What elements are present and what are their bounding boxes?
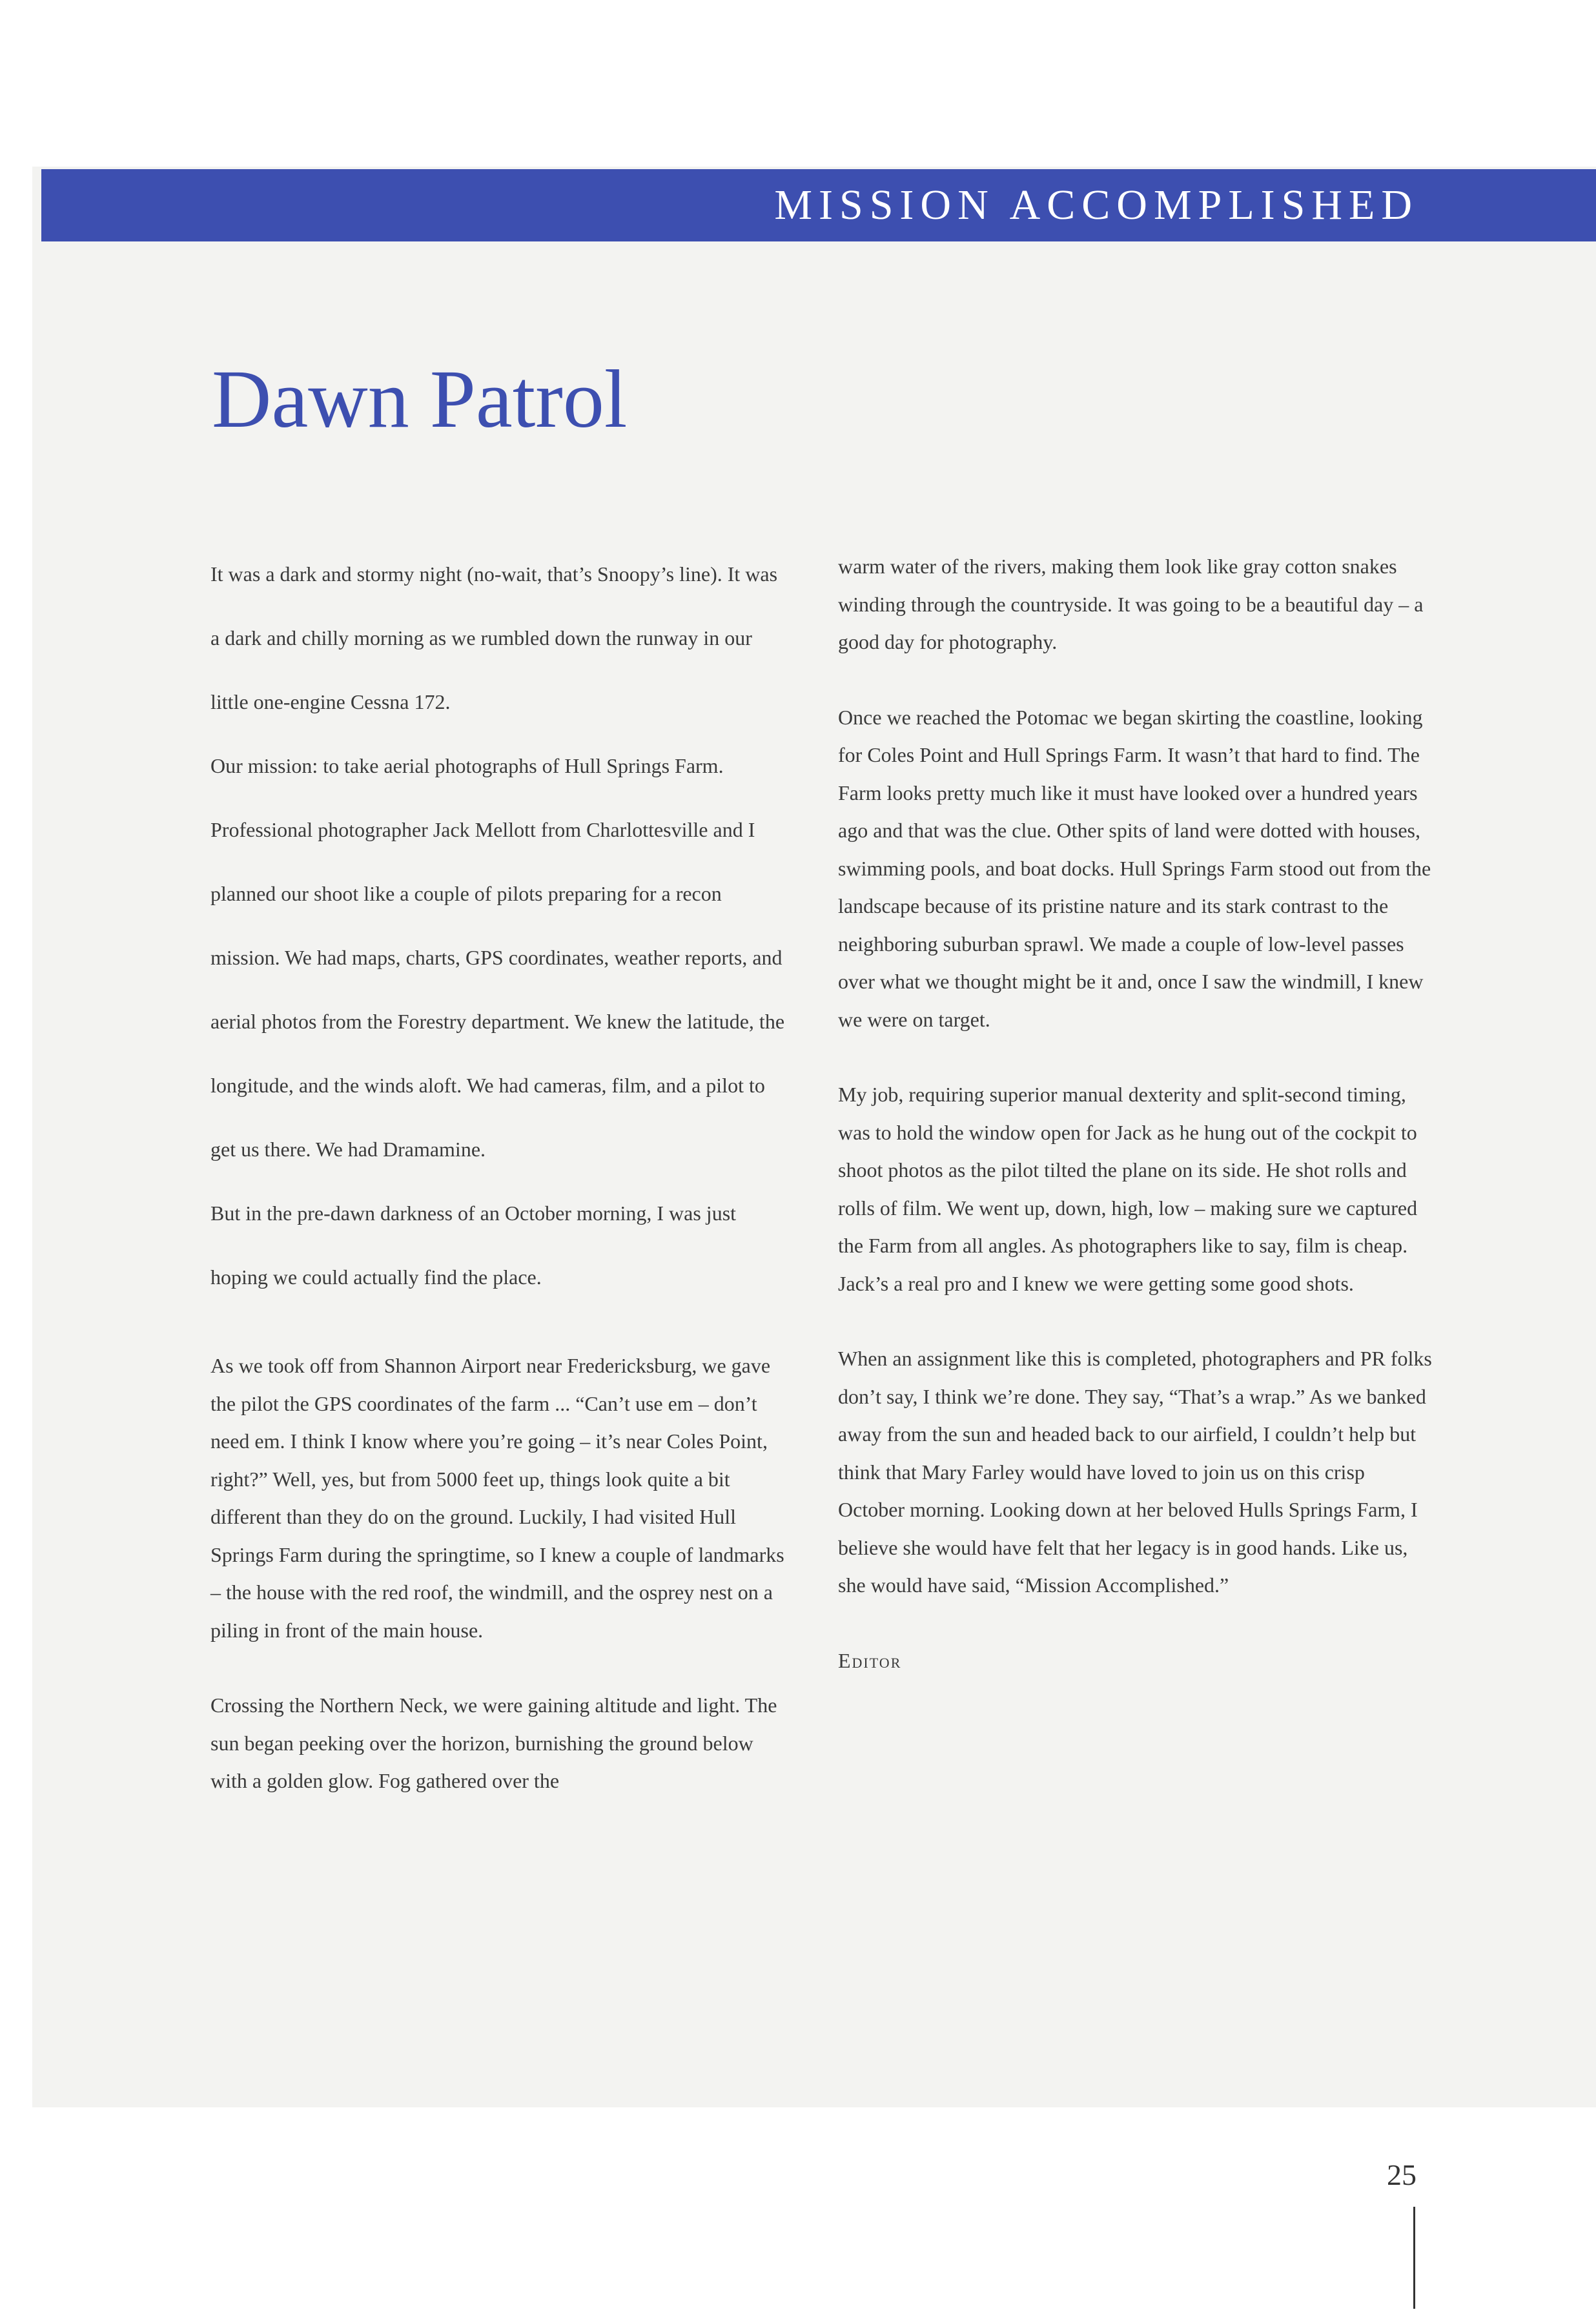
paragraph: Crossing the Northern Neck, we were gaining altitude and light. The sun began peeking over the horizon, burnishing the ground below with a golden glow. Fog gathered over the [210,1693,777,1792]
paragraph: warm water of the rivers, making them look like gray cotton snakes winding through the countryside. It was going to be a beautiful day – a good day for photography. [838,555,1424,653]
section-header: MISSION ACCOMPLISHED [774,181,1418,229]
paragraph: Our mission: to take aerial photographs of Hull Springs Farm. Professional photographer Jack Mellott from Charlottesville and I planned our shoot like a couple of pilots preparing for a recon mission. We had maps, charts, GPS coordinates, weather reports, and aerial photos from the Forestry department. We knew the latitude, the longitude, and the winds aloft. We had cameras, film, and a pilot to get us there. We had Dramamine. [210,754,785,1161]
paragraph: But in the pre-dawn darkness of an October morning, I was just hoping we could actually find the place. [210,1202,737,1289]
left-column [210,542,792,1800]
paragraph: Once we reached the Potomac we began skirting the coastline, looking for Coles Point and Hull Springs Farm. It wasn’t that hard to find. The Farm looks pretty much like it must have looked over a hundred years ago and that was the clue. Other spits of land were dotted with houses, swimming pools, and boat docks. Hull Springs Farm stood out from the landscape because of its pristine nature and its stark contrast to the neighboring suburban sprawl. We made a couple of low-level passes over what we thought might be it and, once I saw the windmill, I knew we were on target. [838,705,1431,1031]
page-rule [1413,2207,1415,2309]
body-block [210,1347,792,1800]
paragraph: My job, requiring superior manual dexterity and split-second timing, was to hold the window open for Jack as he hung out of the cockpit to shoot photos as the pilot tilted the plane on its side. He shot rolls and rolls of film. We went up, down, high, low – making sure we captured the Farm from all angles. As photographers like to say, film is cheap. Jack’s a real pro and I knew we were getting some good shots. [838,1083,1418,1295]
paragraph: As we took off from Shannon Airport near Fredericksburg, we gave the pilot the GPS coordinates of the farm ... “Can’t use em – don’t need em. I think I know where you’re going – it’s near Coles Point, right?” Well, yes, but from 5000 feet up, things look quite a bit different than they do on the ground. Luckily, I had visited Hull Springs Farm during the springtime, so I knew a couple of landmarks – the house with the red roof, the windmill, and the osprey nest on a piling in front of the main house. [210,1354,784,1642]
intro-block [210,542,792,1309]
page-number: 25 [1387,2158,1417,2191]
right-column [838,547,1432,1679]
paragraph: It was a dark and stormy night (no-wait, that’s Snoopy’s line). It was a dark and chilly morning as we rumbled down the runway in our little one-engine Cessna 172. [210,562,778,713]
page-title: Dawn Patrol [212,353,628,445]
paragraph: When an assignment like this is completed, photographers and PR folks don’t say, I think we’re done. They say, “That’s a wrap.” As we banked away from the sun and headed back to our airfield, I couldn’t help but think that Mary Farley would have loved to join us on this crisp October morning. Looking down at her beloved Hulls Springs Farm, I believe she would have felt that her legacy is in good hands. Like us, she would have said, “Mission Accomplished.” [838,1347,1432,1597]
author-signature: Editor [838,1648,902,1672]
